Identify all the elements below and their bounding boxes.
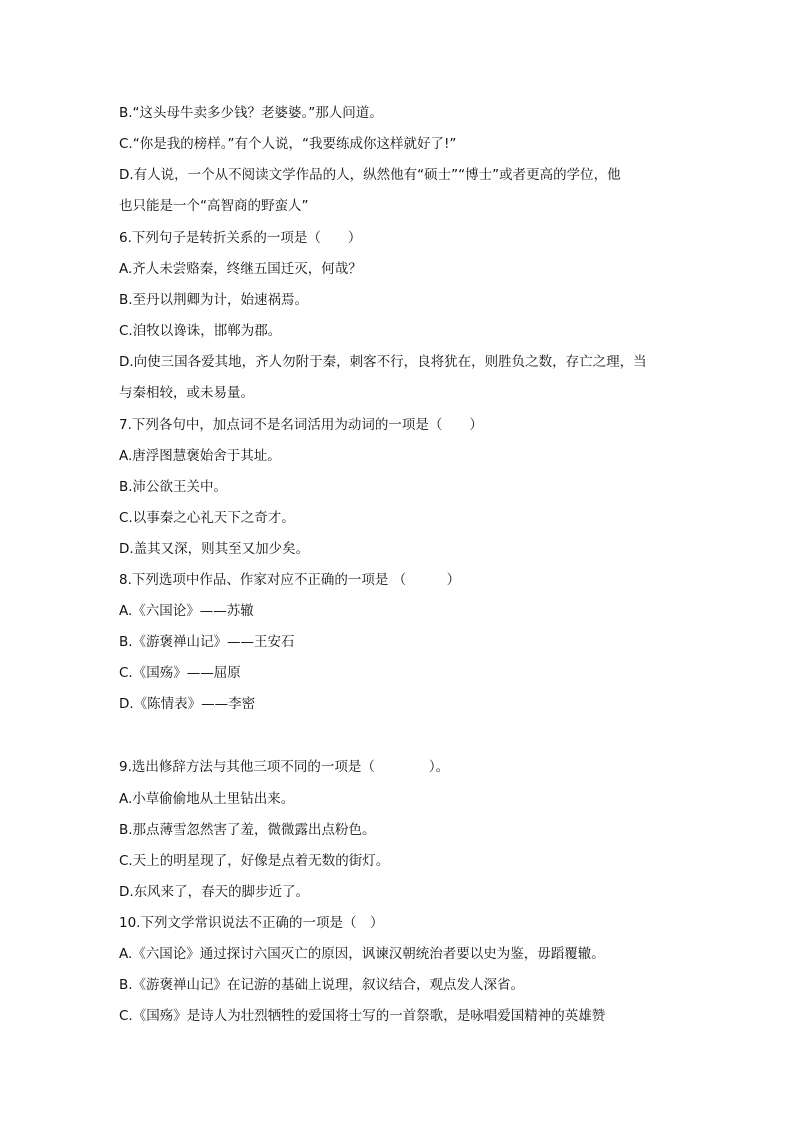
q9-option-c: C.天上的明星现了，好像是点着无数的街灯。 — [119, 853, 390, 869]
question-8: 8.下列选项中作品、作家对应不正确的一项是 （ ） — [119, 572, 461, 588]
q7-option-b: B.沛公欲王关中。 — [119, 479, 228, 495]
q9-option-d: D.东风来了，春天的脚步近了。 — [119, 884, 310, 900]
option-b-line: B.“这头母牛卖多少钱？老婆婆。”那人问道。 — [119, 105, 383, 121]
q8-option-c: C.《国殇》——屈原 — [119, 665, 241, 681]
q6-option-d-continuation: 与秦相较，或未易量。 — [119, 385, 254, 401]
q8-option-d: D.《陈情表》——李密 — [119, 696, 256, 712]
q7-option-d: D.盖其又深，则其至又加少矣。 — [119, 541, 310, 557]
question-10: 10.下列文学常识说法不正确的一项是（ ） — [119, 915, 384, 931]
q9-option-b: B.那点薄雪忽然害了羞，微微露出点粉色。 — [119, 822, 376, 838]
option-c-line: C.“你是我的榜样。”有个人说，“我要练成你这样就好了!” — [119, 136, 457, 152]
q6-option-b: B.至丹以荆卿为计，始速祸焉。 — [119, 292, 309, 308]
q9-option-a: A.小草偷偷地从土里钻出来。 — [119, 791, 295, 807]
question-6: 6.下列句子是转折关系的一项是（ ） — [119, 230, 362, 246]
q10-option-b: B.《游褒禅山记》在记游的基础上说理，叙议结合，观点发人深省。 — [119, 977, 525, 993]
q7-option-a: A.唐浮图慧褒始舍于其址。 — [119, 448, 281, 464]
q8-option-b: B.《游褒禅山记》——王安石 — [119, 634, 295, 650]
q6-option-c: C.洎牧以谗诛，邯郸为郡。 — [119, 323, 282, 339]
q8-option-a: A.《六国论》——苏辙 — [119, 603, 254, 619]
question-9: 9.选出修辞方法与其他三项不同的一项是（ ）。 — [119, 759, 450, 775]
option-d-line: D.有人说，一个从不阅读文学作品的人，纵然他有“硕士”“博士”或者更高的学位，他 — [119, 167, 621, 183]
q6-option-a: A.齐人未尝赂秦，终继五国迁灭，何哉？ — [119, 261, 362, 277]
q7-option-c: C.以事秦之心礼天下之奇才。 — [119, 510, 295, 526]
q6-option-d: D.向使三国各爱其地，齐人勿附于秦，刺客不行，良将犹在，则胜负之数，存亡之理，当 — [119, 354, 647, 370]
q10-option-a: A.《六国论》通过探讨六国灭亡的原因，讽谏汉朝统治者要以史为鉴，毋蹈覆辙。 — [119, 946, 605, 962]
q10-option-c: C.《国殇》是诗人为壮烈牺牲的爱国将士写的一首祭歌，是咏唱爱国精神的英雄赞 — [119, 1008, 606, 1024]
option-d-continuation: 也只能是一个“高智商的野蛮人” — [119, 198, 309, 214]
question-7: 7.下列各句中，加点词不是名词活用为动词的一项是（ ） — [119, 417, 483, 433]
